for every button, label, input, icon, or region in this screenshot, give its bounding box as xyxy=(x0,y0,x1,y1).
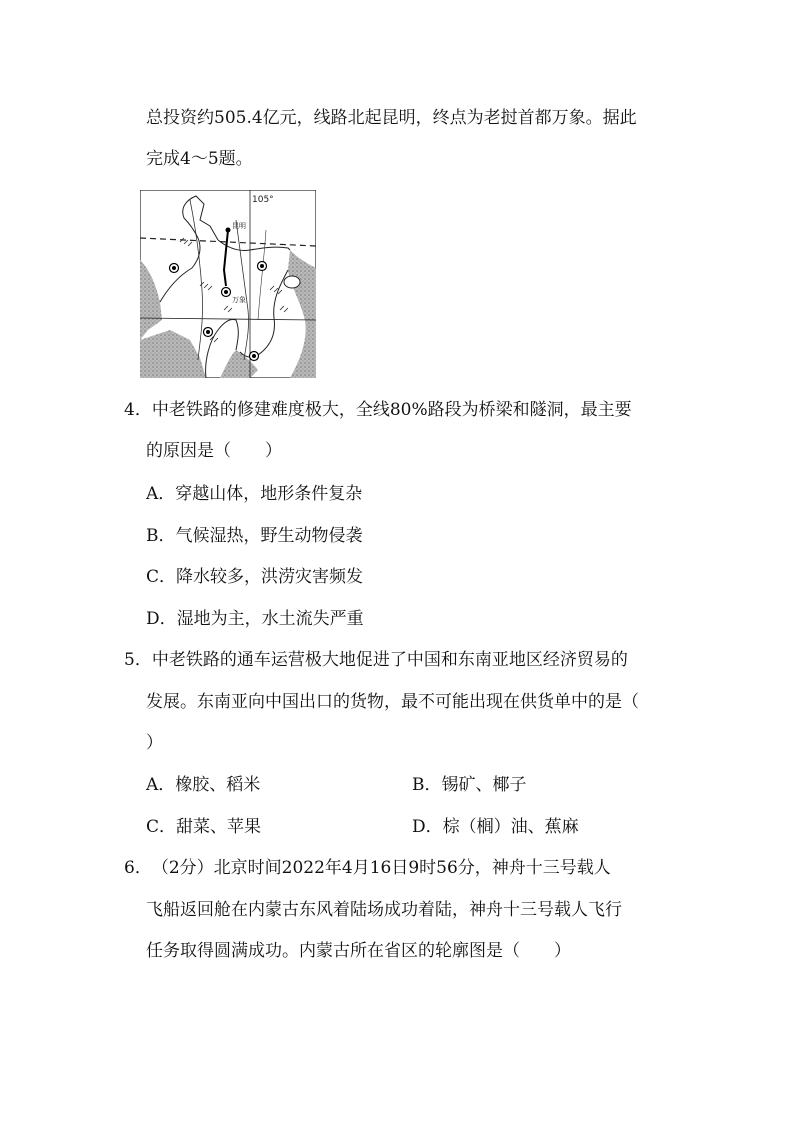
island xyxy=(284,276,300,288)
q4-number: 4． xyxy=(124,400,152,420)
kunming-dot xyxy=(226,228,231,233)
q5-stem-text-1: 中老铁路的通车运营极大地促进了中国和东南亚地区经济贸易的 xyxy=(151,650,628,670)
q5-stem-line-2: 发展。东南亚向中国出口的货物，最不可能出现在供货单中的是（ xyxy=(146,692,639,712)
city-label-vientiane: 万象 xyxy=(232,296,246,304)
q6-stem-line-2: 飞船返回舱在内蒙古东风着陆场成功着陆，神舟十三号载人飞行 xyxy=(146,900,622,920)
q6-stem-text-1: （2分）北京时间2022年4月16日9时56分，神舟十三号载人 xyxy=(151,858,611,878)
q4-option-d[interactable]: D．湿地为主，水土流失严重 xyxy=(146,609,364,629)
q5-option-c[interactable]: C．甜菜、苹果 xyxy=(146,817,262,837)
q4-stem-line-1 xyxy=(124,398,632,422)
longitude-label: 105° xyxy=(252,195,274,205)
q6-stem-line-1 xyxy=(124,856,611,880)
q5-stem-line-3: ） xyxy=(146,733,163,753)
intro-line-1: 总投资约505.4亿元，线路北起昆明，终点为老挝首都万象。据此 xyxy=(146,108,637,128)
q5-option-d[interactable]: D．棕（榈）油、蕉麻 xyxy=(412,817,579,837)
q5-number: 5． xyxy=(124,650,152,670)
southeast-asia-map xyxy=(140,190,316,378)
q6-number: 6． xyxy=(124,858,152,878)
q4-option-a[interactable]: A．穿越山体，地形条件复杂 xyxy=(146,484,363,504)
q4-stem-line-2: 的原因是（ ） xyxy=(146,441,282,461)
intro-line-2: 完成4～5题。 xyxy=(146,149,253,169)
q5-option-a[interactable]: A．橡胶、稻米 xyxy=(146,775,261,795)
city-label-kunming: 昆明 xyxy=(232,222,246,230)
q4-option-c[interactable]: C．降水较多，洪涝灾害频发 xyxy=(146,567,364,587)
q5-option-b[interactable]: B．锡矿、椰子 xyxy=(412,775,527,795)
q5-stem-line-1 xyxy=(124,648,628,672)
q4-stem-text-1: 中老铁路的修建难度极大，全线80%路段为桥梁和隧洞，最主要 xyxy=(151,400,632,420)
q6-stem-line-3: 任务取得圆满成功。内蒙古所在省区的轮廓图是（ ） xyxy=(146,941,571,961)
q4-option-b[interactable]: B．气候湿热，野生动物侵袭 xyxy=(146,526,363,546)
